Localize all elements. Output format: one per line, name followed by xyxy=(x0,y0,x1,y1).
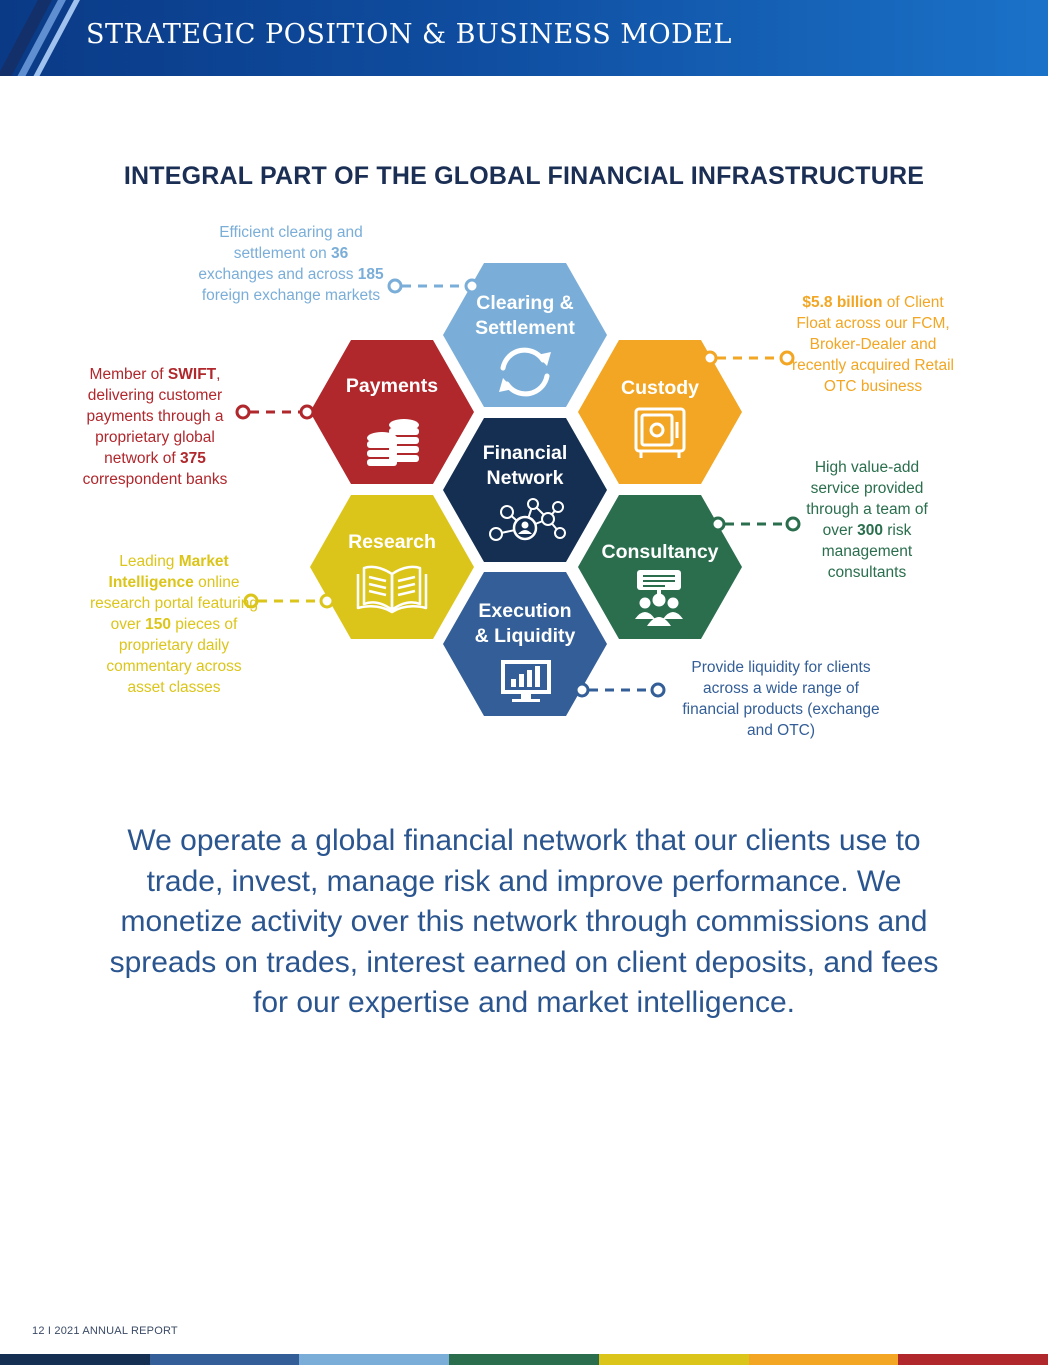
note-payments-text-2: , delivering customer payments through a proprietary global network of xyxy=(86,366,224,467)
note-payments-bold-2: 375 xyxy=(179,450,206,467)
footer-bar-segment-5 xyxy=(599,1354,749,1365)
note-research-text-1: Leading xyxy=(119,553,179,570)
note-research-bold-1: Market Intelligence xyxy=(108,553,229,591)
note-clearing-text-3: foreign exchange markets xyxy=(201,287,381,304)
note-execution-text-1: Provide liquidity for clients across a wide range of financial products (exchange and OTC) xyxy=(682,659,880,739)
footer-bar-segment-3 xyxy=(299,1354,449,1365)
footer-bar-segment-1 xyxy=(0,1354,150,1365)
connector-execution xyxy=(576,684,664,696)
note-custody-bold-1: $5.8 billion xyxy=(802,294,883,311)
hex-label-custody-line-1: Custody xyxy=(621,377,699,399)
hex-label-research-line-1: Research xyxy=(348,531,436,553)
footer-bar-segment-7 xyxy=(898,1354,1048,1365)
note-clearing-text-1: Efficient clearing and settlement on xyxy=(219,224,363,262)
hex-label-research xyxy=(312,530,472,555)
note-payments-text-1: Member of xyxy=(89,366,168,383)
hex-label-payments xyxy=(312,374,472,399)
hex-label-clearing-line-1: Clearing & xyxy=(476,292,574,314)
header-title: STRATEGIC POSITION & BUSINESS MODEL xyxy=(86,19,732,50)
note-clearing-text-2: exchanges and across xyxy=(198,266,358,283)
note-clearing xyxy=(198,222,384,306)
hex-label-financial-network xyxy=(445,441,605,491)
note-custody-text-1: of Client Float across our FCM, Broker-Dealer and recently acquired Retail OTC business xyxy=(792,294,954,395)
note-consultancy-bold-1: 300 xyxy=(857,522,883,539)
note-payments xyxy=(70,364,240,490)
note-execution xyxy=(676,657,886,741)
footer-color-bar xyxy=(0,1354,1048,1365)
hex-label-consultancy xyxy=(580,540,740,565)
note-consultancy xyxy=(795,457,939,583)
note-clearing-bold-2: 185 xyxy=(357,266,384,283)
note-payments-bold-1: SWIFT xyxy=(167,366,217,383)
note-payments-text-3: correspondent banks xyxy=(82,471,228,488)
note-research-text-2: online research portal featuring over xyxy=(89,574,258,633)
hex-label-execution-line-2: & Liquidity xyxy=(474,625,576,647)
hex-label-financial-network-line-1: Financial xyxy=(482,442,568,464)
mission-statement: We operate a global financial network that our clients use to trade, invest, manage risk and improve performance. We monetize activity over this network through commissions and spreads on trades, interest earned on client deposits, and fees for our expertise and market intelligence. xyxy=(109,824,939,1019)
hex-label-execution xyxy=(445,599,605,649)
hex-label-consultancy-line-1: Consultancy xyxy=(601,541,719,563)
note-consultancy-text-2: risk management consultants xyxy=(821,522,913,581)
connector-payments xyxy=(237,406,313,418)
hex-label-clearing-line-2: Settlement xyxy=(475,317,575,339)
note-research-bold-2: 150 xyxy=(145,616,171,633)
section-title: INTEGRAL PART OF THE GLOBAL FINANCIAL INFRASTRUCTURE xyxy=(123,162,925,190)
note-research xyxy=(86,551,262,698)
hex-label-custody xyxy=(580,376,740,401)
footer-bar-segment-4 xyxy=(449,1354,599,1365)
connector-consultancy xyxy=(712,518,799,530)
note-consultancy-text-1: High value-add service provided through a team of over xyxy=(806,459,928,539)
page-footer-label: 12 I 2021 ANNUAL REPORT xyxy=(32,1325,178,1337)
note-custody xyxy=(784,292,962,397)
hex-label-execution-line-1: Execution xyxy=(478,600,572,622)
footer-bar-segment-2 xyxy=(150,1354,300,1365)
note-research-text-3: pieces of proprietary daily commentary across asset classes xyxy=(106,616,242,696)
connector-custody xyxy=(704,352,793,364)
footer-bar-segment-6 xyxy=(749,1354,899,1365)
hex-label-financial-network-line-2: Network xyxy=(486,467,564,489)
hex-label-payments-line-1: Payments xyxy=(345,375,439,397)
hex-label-clearing xyxy=(445,291,605,341)
note-clearing-bold-1: 36 xyxy=(331,245,349,262)
